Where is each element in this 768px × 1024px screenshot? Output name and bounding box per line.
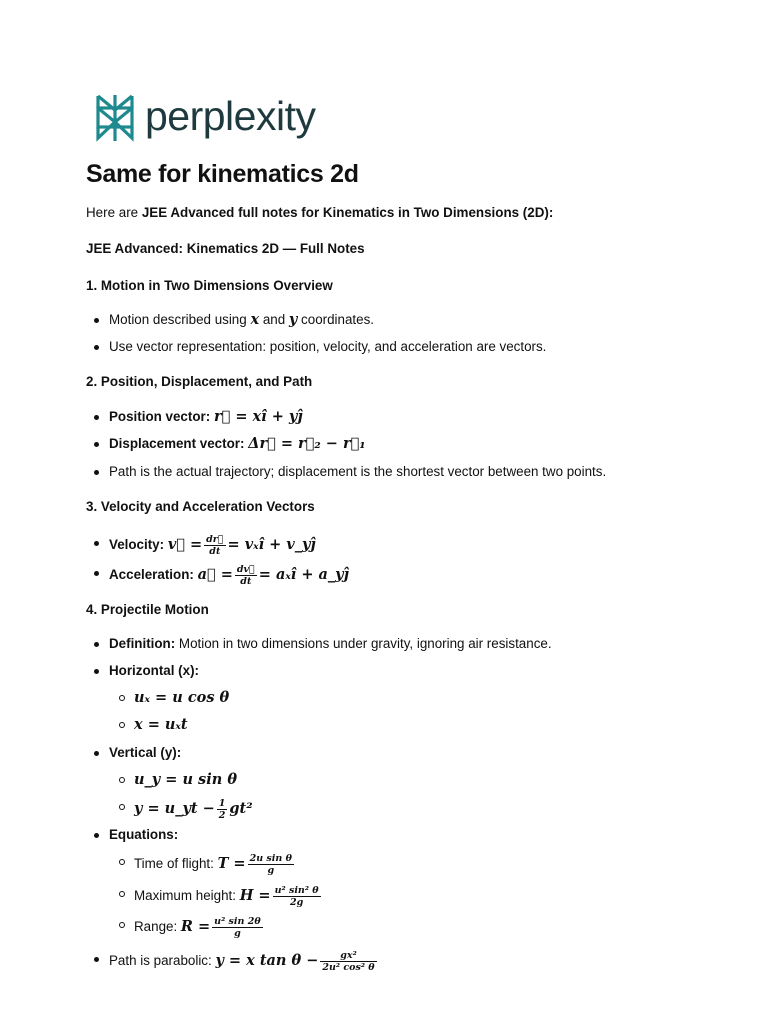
vertical-velocity-formula: u_y = u sin θ [134,771,237,788]
fraction [320,950,376,973]
text-fragment: and [259,312,289,327]
sub-list-item [134,853,296,876]
fraction-numerator: 2u sin θ [249,853,292,864]
fraction-denominator: g [267,865,275,876]
horizontal-position-formula: x = uₓt [134,716,188,733]
perplexity-logo [94,93,315,143]
displacement-vector-label: Displacement vector: [109,436,245,451]
sub-list-item [134,771,237,789]
sub-list-item [134,885,323,908]
fraction-numerator: 1 [218,798,226,809]
horizontal-velocity-formula: uₓ = u cos θ [134,689,230,706]
fraction-denominator: dt [209,546,221,557]
section-1-heading: 1. Motion in Two Dimensions Overview [86,278,333,293]
list-item [109,435,366,453]
fraction [248,853,294,876]
section-4-heading: 4. Projectile Motion [86,602,209,617]
vertical-position-formula-rhs: gt² [229,800,253,818]
list-item [109,950,379,973]
fraction [204,534,225,557]
sub-list-item [134,798,253,821]
path-equation-lhs: y = x tan θ − [215,952,319,970]
list-item [109,564,349,587]
maximum-height-label: Maximum height: [134,888,240,904]
sub-list-item [134,689,229,707]
fraction-numerator: u² sin² θ [274,885,319,896]
text-fragment: Motion described using [109,312,251,327]
position-vector-formula: r⃗ = xî + yĵ [213,408,303,425]
fraction-numerator: u² sin 2θ [214,916,261,927]
fraction-numerator: dv⃗ [236,564,255,575]
fraction-numerator: dr⃗ [206,534,224,545]
position-vector-label: Position vector: [109,409,211,424]
math-x: x [250,311,260,328]
path-label: Path is parabolic: [109,953,216,969]
math-y: y [288,311,298,328]
acceleration-formula-lhs: a⃗ = [197,566,233,584]
section-3-heading: 3. Velocity and Acceleration Vectors [86,499,315,514]
fraction [217,798,228,821]
brand-name: perplexity [145,92,316,139]
intro-bold: JEE Advanced full notes for Kinematics in Two Dimensions (2D): [141,205,554,220]
range-lhs: R = [180,918,211,936]
page-title: Same for kinematics 2d [86,160,359,188]
fraction-denominator: 2u² cos² θ [322,962,375,973]
list-item: Use vector representation: position, velocity, and acceleration are vectors. [109,339,547,354]
fraction-denominator: 2g [289,897,304,908]
list-item: Path is the actual trajectory; displacement is the shortest vector between two points. [109,464,607,479]
fraction-denominator: dt [240,576,252,587]
list-item: Equations: [109,827,179,842]
list-item [109,408,303,426]
velocity-label: Velocity: [109,537,165,553]
fraction-numerator: gx² [320,950,376,962]
fraction-denominator: 2 [218,810,226,821]
definition-label: Definition: [109,636,176,651]
time-of-flight-label: Time of flight: [134,856,218,872]
velocity-formula-rhs: = vₓî + v_yĵ [227,536,316,554]
section-2-heading: 2. Position, Displacement, and Path [86,374,313,389]
displacement-vector-formula: Δr⃗ = r⃗₂ − r⃗₁ [248,435,366,452]
intro-paragraph [86,204,553,222]
sub-list-item [134,716,188,734]
fraction [235,564,257,587]
time-of-flight-lhs: T = [217,855,246,873]
intro-prefix: Here are [86,205,142,220]
velocity-formula-lhs: v⃗ = [167,536,203,554]
text-fragment: coordinates. [297,312,374,327]
list-item: Horizontal (x): [109,663,200,678]
range-label: Range: [134,919,181,935]
perplexity-logo-icon [94,93,136,143]
list-item: Vertical (y): [109,745,182,760]
acceleration-formula-rhs: = aₓî + a_yĵ [258,566,349,584]
list-item [109,635,552,653]
maximum-height-lhs: H = [239,887,271,905]
acceleration-label: Acceleration: [109,567,194,583]
fraction [212,916,263,939]
list-item [109,534,316,557]
fraction [273,885,321,908]
definition-text: Motion in two dimensions under gravity, ignoring air resistance. [175,636,552,651]
vertical-position-formula-lhs: y = u_yt − [134,800,215,818]
list-item [109,311,374,329]
fraction-denominator: g [234,928,241,939]
doc-heading: JEE Advanced: Kinematics 2D — Full Notes [86,241,365,256]
sub-list-item [134,916,265,939]
